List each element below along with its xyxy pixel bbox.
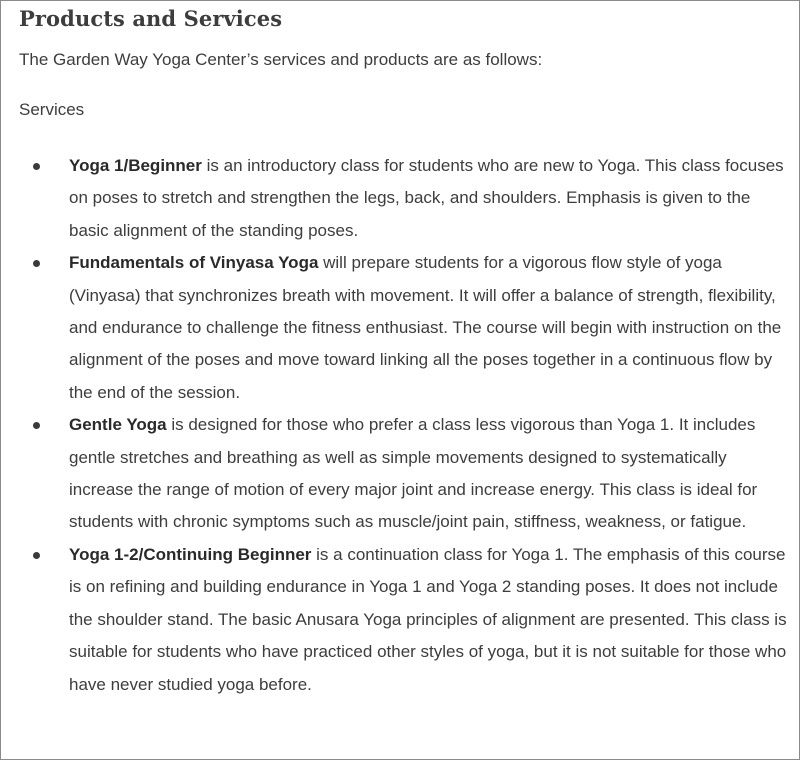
service-name: Gentle Yoga: [69, 415, 167, 435]
bullet-icon: [33, 552, 40, 559]
section-label: Services: [19, 100, 85, 119]
service-description: will prepare students for a vigorous flow style of yoga (Vinyasa) that synchronizes breath with movement. It will offer a balance of strength, flexibility, and endurance to challenge the fitness enthusiast. The course will begin with instruction on the alignment of the poses and move toward linking all the poses together in a continuous flow by the end of the session.: [69, 253, 782, 402]
service-description: is an introductory class for students who are new to Yoga. This class focuses on poses to stretch and strengthen the legs, back, and shoulders. Emphasis is given to the basic alignment of the standing poses.: [69, 156, 784, 240]
service-description: is designed for those who prefer a class less vigorous than Yoga 1. It includes gentle stretches and breathing as well as simple movements designed to systematically increase the range of motion of every major joint and increase energy. This class is ideal for students with chronic symptoms such as muscle/joint pain, stiffness, weakness, or fatigue.: [69, 415, 758, 532]
service-item: [19, 247, 791, 409]
service-name: Fundamentals of Vinyasa Yoga: [69, 253, 319, 273]
bullet-icon: [33, 422, 40, 429]
service-item: [19, 150, 791, 247]
page-title: Products and Services: [19, 6, 283, 31]
service-name: Yoga 1-2/Continuing Beginner: [69, 544, 312, 564]
service-name: Yoga 1/Beginner: [69, 156, 202, 175]
document-page: [19, 1, 791, 701]
bullet-icon: [33, 163, 40, 170]
bullet-icon: [33, 260, 40, 267]
service-description: is a continuation class for Yoga 1. The emphasis of this course is on refining and building endurance in Yoga 1 and Yoga 2 standing poses. It does not include the shoulder stand. The basic Anusara Yoga principles of alignment are presented. This class is suitable for students who have practiced other styles of yoga, but it is not suitable for those who have never studied yoga before.: [69, 544, 787, 694]
service-item: [19, 409, 791, 539]
intro-paragraph: The Garden Way Yoga Center’s services and products are as follows:: [19, 50, 543, 69]
service-item: [19, 539, 791, 701]
services-list: [19, 150, 791, 701]
